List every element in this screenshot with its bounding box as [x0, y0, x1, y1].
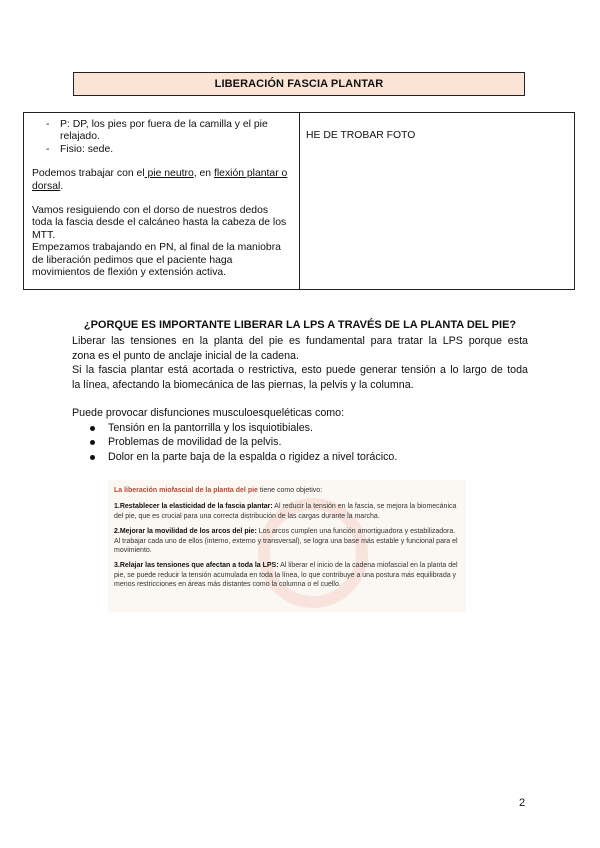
list-item: Dolor en la parte baja de la espalda o rigidez a nivel torácico.	[72, 450, 528, 465]
body-line: Liberar las tensiones en la planta del pie es fundamental para tratar la LPS porque esta	[72, 335, 528, 347]
position-list	[32, 119, 291, 156]
procedure-paragraph: Empezamos trabajando en PN, al final de la maniobra de liberación pedimos que el paciente haga movimientos de flexión y extensión activa.	[32, 242, 281, 279]
photo-placeholder-text: HE DE TROBAR FOTO	[306, 130, 416, 141]
page-title	[73, 72, 525, 96]
list-item: Tensión en la pantorrilla y los isquiotibiales.	[72, 421, 528, 436]
page-number: 2	[519, 797, 526, 809]
embedded-figure	[108, 480, 466, 612]
procedure-paragraph: Vamos resiguiendo con el dorso de nuestros dedos toda la fascia desde el calcáneo hasta la cabeza de los MTT.	[32, 205, 287, 241]
info-table	[23, 112, 575, 290]
list-item: - Fisio: sede.	[32, 144, 291, 156]
figure-item: 3.Relajar las tensiones que afectan a toda la LPS: Al liberar el inicio de la cadena miofascial en la planta del pie, se puede reducir la tensión acumulada en toda la línea, lo que contribuye a una postura más equilibrada y menos restricciones en áreas más distantes como la columna o el cuello.	[114, 562, 458, 589]
figure-title: La liberación miofascial de la planta del pie tiene como objetivo:	[114, 487, 323, 494]
underlined-term: pie neutro	[144, 168, 194, 180]
table-cell-left	[24, 113, 300, 289]
figure-item: 2.Mejorar la movilidad de los arcos del pie: Los arcos cumplen una función amortiguadora y estabilizadora. Al trabajar cada uno de ellos (interno, externo y transversal), se logra una base más estable y funcional para el movimiento.	[114, 528, 458, 555]
body-line: la línea, afectando la biomecánica de las piernas, la pelvis y la columna.	[72, 378, 414, 391]
dysfunction-list	[72, 421, 528, 465]
list-item: - P: DP, los pies por fuera de la camilla y el pie relajado.	[32, 119, 291, 144]
section-body	[72, 334, 528, 464]
technique-paragraph: Podemos trabajar con el pie neutro, en flexión plantar o dorsal.	[32, 168, 288, 192]
table-cell-right	[300, 113, 574, 289]
page-title-text: LIBERACIÓN FASCIA PLANTAR	[214, 78, 384, 90]
body-line: zona es el punto de anclaje inicial de la cadena.	[72, 349, 299, 362]
body-line: Si la fascia plantar está acortada o restrictiva, esto puede generar tensión a lo largo de toda	[72, 364, 528, 376]
list-item: Problemas de movilidad de la pelvis.	[72, 435, 528, 450]
section-heading: ¿PORQUE ES IMPORTANTE LIBERAR LA LPS A TRAVÉS DE LA PLANTA DEL PIE?	[83, 319, 517, 331]
body-line: Puede provocar disfunciones musculoesqueléticas como:	[72, 407, 345, 419]
figure-item: 1.Restablecer la elasticidad de la fascia plantar: Al reducir la tensión en la fascia, se mejora la biomecánica del pie, que es crucial para una correcta distribución de las cargas durante la marcha.	[114, 503, 457, 520]
underlined-term: flexión plantar o dorsal	[32, 168, 288, 192]
